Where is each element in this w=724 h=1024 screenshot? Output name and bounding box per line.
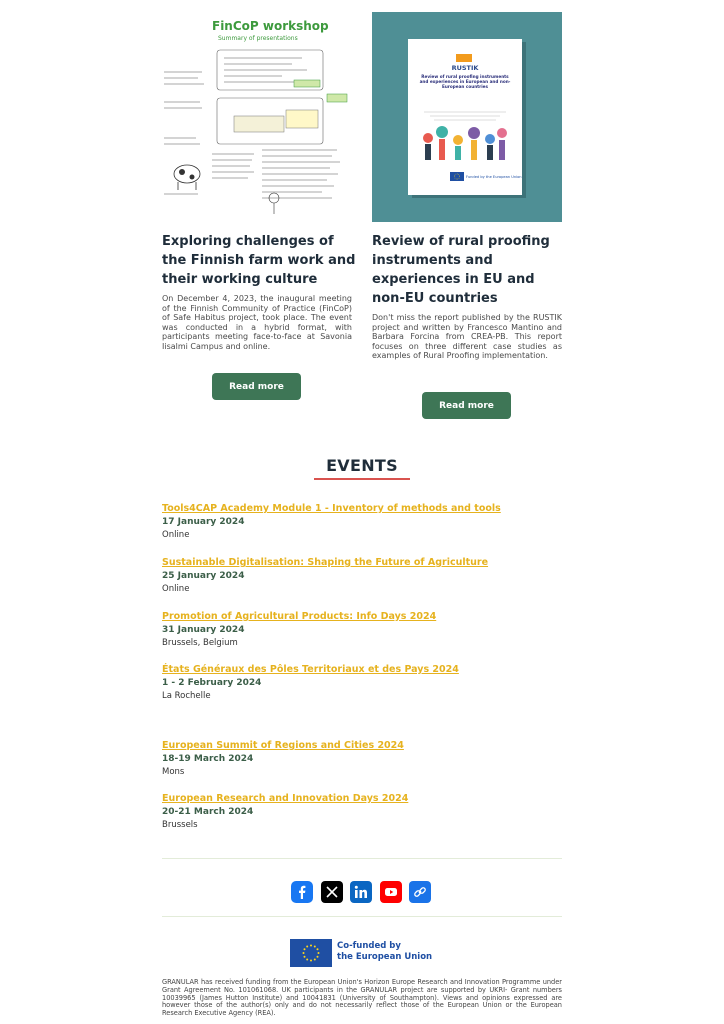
funding-disclaimer: GRANULAR has received funding from the European Union's Horizon Europe Research and Innovation Programme under Grant Agreement No. 101061068. UK participants in the GRANULAR project are supported by UKRI- Grant numbers 10039965 (James Hutton Institute) and 10041831 (University of Southampton). Views and opinions expressed are however those of the author(s) only and do not necessarily reflect those of the European Union or the European Research Executive Agency (REA). xyxy=(162,978,562,1018)
event-item xyxy=(162,792,562,832)
divider xyxy=(162,858,562,859)
event-location: Mons xyxy=(162,767,185,777)
link-icon[interactable] xyxy=(409,881,431,903)
fincop-workshop-image[interactable] xyxy=(162,12,352,222)
youtube-icon[interactable] xyxy=(380,881,402,903)
event-location: Brussels xyxy=(162,820,198,830)
event-date: 18-19 March 2024 xyxy=(162,754,254,764)
event-item xyxy=(162,739,562,779)
cover-funder: Funded by the European Union xyxy=(466,175,522,179)
event-link[interactable]: European Research and Innovation Days 2024 xyxy=(162,793,409,804)
read-more-button[interactable]: Read more xyxy=(422,392,511,419)
event-link[interactable]: Sustainable Digitalisation: Shaping the Future of Agriculture xyxy=(162,557,489,568)
event-date: 25 January 2024 xyxy=(162,571,245,581)
article-2-title[interactable] xyxy=(372,232,567,308)
event-link[interactable]: Tools4CAP Academy Module 1 - Inventory of methods and tools xyxy=(162,503,501,514)
divider xyxy=(162,916,562,917)
event-date: 17 January 2024 xyxy=(162,517,245,527)
events-heading: EVENTS xyxy=(326,456,398,475)
event-location: La Rochelle xyxy=(162,691,211,701)
event-location: Brussels, Belgium xyxy=(162,638,238,648)
x-icon[interactable] xyxy=(321,881,343,903)
event-item xyxy=(162,556,562,596)
article-1-summary: On December 4, 2023, the inaugural meeting of the Finnish Community of Practice (FinCoP) of Safe Habitus project, took place. The event was conducted in a hybrid format, with participants meeting face-to-face at Savonia Iisalmi Campus and online. xyxy=(162,294,352,351)
events-heading-underline xyxy=(314,478,410,480)
rustik-report-image[interactable] xyxy=(372,12,562,222)
event-date: 1 - 2 February 2024 xyxy=(162,678,262,688)
eu-cofunded-logo xyxy=(290,939,432,967)
event-link[interactable]: États Généraux des Pôles Territoriaux et des Pays 2024 xyxy=(162,664,459,675)
read-more-button[interactable]: Read more xyxy=(212,373,301,400)
article-2-title-line: instruments and xyxy=(372,253,493,268)
linkedin-icon[interactable] xyxy=(350,881,372,903)
article-2-title-line: experiences in EU and xyxy=(372,272,535,287)
cover-title: Review of rural proofing instruments and experiences in European and non-European countries xyxy=(419,74,511,90)
event-item xyxy=(162,502,562,542)
article-2-summary: Don't miss the report published by the RUSTIK project and written by Francesco Mantino and Barbara Forcina from CREA-PB. This report focuses on three different case studies as examples of Rural Proofing implementation. xyxy=(372,313,562,361)
event-link[interactable]: Promotion of Agricultural Products: Info Days 2024 xyxy=(162,611,437,622)
sketch-subheading: Summary of presentations xyxy=(218,35,298,42)
cover-brand: RUSTIK xyxy=(451,64,479,72)
event-location: Online xyxy=(162,530,190,540)
event-date: 20-21 March 2024 xyxy=(162,807,254,817)
event-location: Online xyxy=(162,584,190,594)
event-link[interactable]: European Summit of Regions and Cities 2024 xyxy=(162,740,404,751)
facebook-icon[interactable] xyxy=(291,881,313,903)
eu-label-line2: the European Union xyxy=(337,952,433,962)
article-1-title-line: their working culture xyxy=(162,272,318,287)
article-2-title-line: non-EU countries xyxy=(372,291,498,306)
event-item xyxy=(162,610,562,650)
sketch-heading: FinCoP workshop xyxy=(212,19,329,33)
article-2-title-line: Review of rural proofing xyxy=(372,234,550,249)
article-1-title[interactable] xyxy=(162,232,357,289)
article-1-title-line: the Finnish farm work and xyxy=(162,253,356,268)
article-1-title-line: Exploring challenges of xyxy=(162,234,334,249)
event-item xyxy=(162,663,562,703)
event-date: 31 January 2024 xyxy=(162,625,245,635)
eu-label-line1: Co-funded by xyxy=(337,941,401,951)
